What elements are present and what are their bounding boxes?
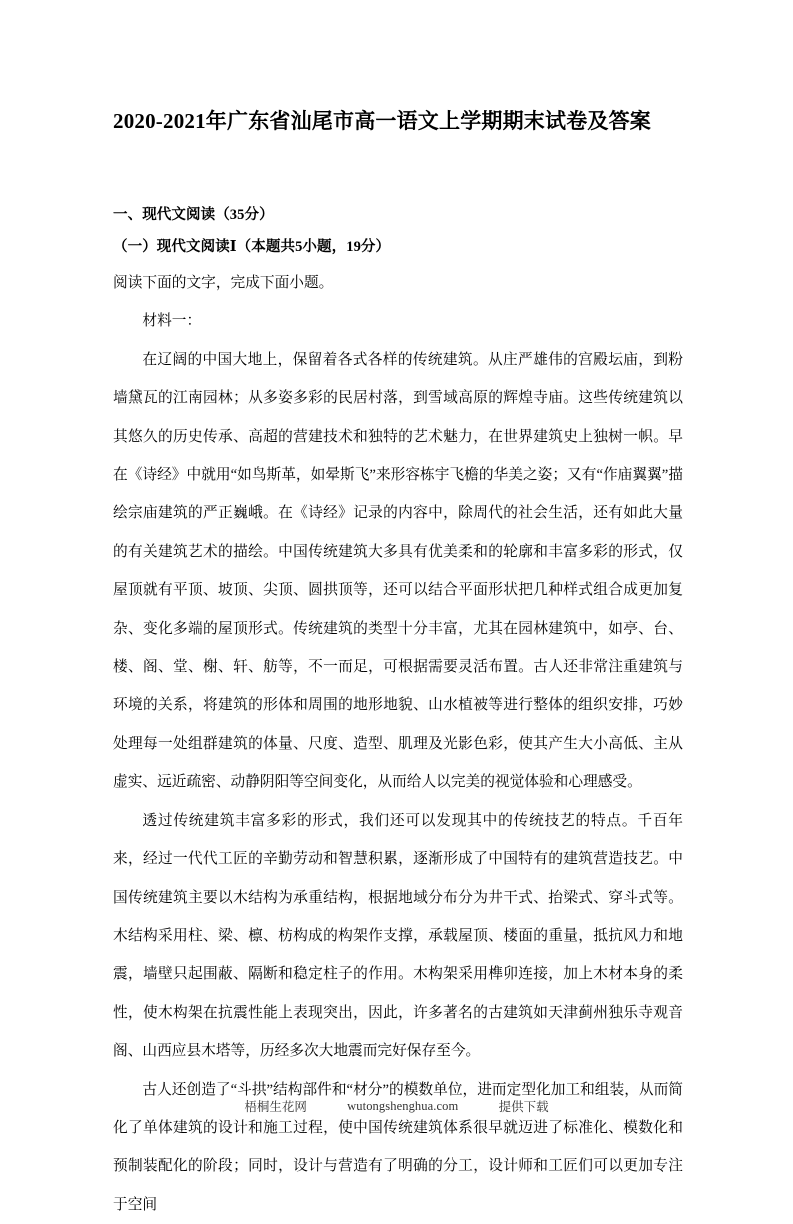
- paragraph-3: 古人还创造了“斗拱”结构部件和“材分”的模数单位，进而定型化加工和组装，从而简化了单体建筑的设计和施工过程，使中国传统建筑体系很早就迈进了标准化、模数化和预制装配化的阶段；同时，设计与营造有了明确的分工，设计师和工匠们可以更加专注于空间: [113, 1081, 683, 1213]
- footer-site-name: 梧桐生花网: [244, 1100, 307, 1114]
- footer-site-url: wutongshenghua.com: [347, 1098, 459, 1113]
- paragraph-2: 透过传统建筑丰富多彩的形式，我们还可以发现其中的传统技艺的特点。千百年来，经过一代代工匠的辛勤劳动和智慧积累，逐渐形成了中国特有的建筑营造技艺。中国传统建筑主要以木结构为承重结构，根据地域分布分为井干式、抬梁式、穿斗式等。木结构采用柱、梁、檩、枋构成的构架作支撑，承载屋顶、楼面的重量，抵抗风力和地震，墙壁只起围蔽、隔断和稳定柱子的作用。木构架采用榫卯连接，加上木材本身的柔性，使木构架在抗震性能上表现突出，因此，许多著名的古建筑如天津蓟州独乐寺观音阁、山西应县木塔等，历经多次大地震而完好保存至今。: [113, 812, 683, 1060]
- page-footer: [0, 1097, 793, 1115]
- material-label: 材料一：: [142, 313, 202, 330]
- footer-action-label: 提供下载: [498, 1100, 549, 1114]
- section-heading-sub: （一）现代文阅读Ⅰ（本题共5小题，19分）: [113, 239, 391, 255]
- paragraph-1: 在辽阔的中国大地上，保留着各式各样的传统建筑。从庄严雄伟的宫殿坛庙，到粉墙黛瓦的江南园林；从多姿多彩的民居村落，到雪域高原的辉煌寺庙。这些传统建筑以其悠久的历史传承、高超的营建技术和独特的艺术魅力，在世界建筑史上独树一帜。早在《诗经》中就用“如鸟斯革，如晕斯飞”来形容栋宇飞檐的华美之姿；又有“作庙翼翼”描绘宗庙建筑的严正巍峨。在《诗经》记录的内容中，除周代的社会生活，还有如此大量的有关建筑艺术的描绘。中国传统建筑大多具有优美柔和的轮廓和丰富多彩的形式，仅屋顶就有平顶、坡顶、尖顶、圆拱顶等，还可以结合平面形状把几种样式组合成更加复杂、变化多端的屋顶形式。传统建筑的类型十分丰富，尤其在园林建筑中，如亭、台、楼、阁、堂、榭、轩、舫等，不一而足，可根据需要灵活布置。古人还非常注重建筑与环境的关系，将建筑的形体和周围的地形地貌、山水植被等进行整体的组织安排，巧妙处理每一处组群建筑的体量、尺度、造型、肌理及光影色彩，使其产生大小高低、主从虚实、远近疏密、动静阴阳等空间变化，从而给人以完美的视觉体验和心理感受。: [113, 351, 683, 791]
- document-body: [113, 200, 683, 1224]
- instruction-text: 阅读下面的文字，完成下面小题。: [113, 275, 334, 291]
- page-title: 2020-2021年广东省汕尾市高一语文上学期期末试卷及答案: [113, 109, 651, 134]
- section-heading-part-one: 一、现代文阅读（35分）: [113, 207, 274, 223]
